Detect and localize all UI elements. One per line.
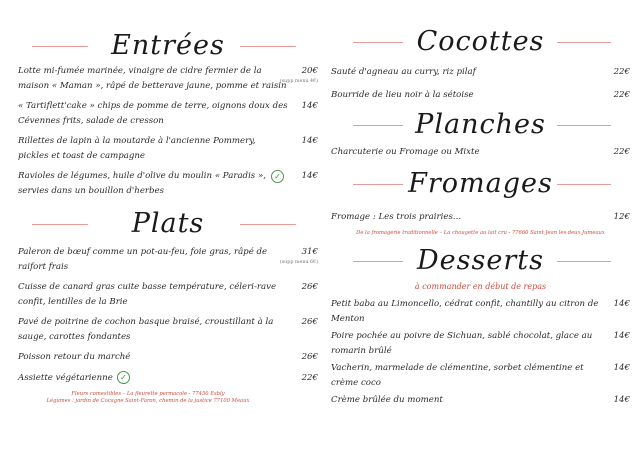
cocottes-header — [331, 22, 630, 62]
price-value: 20€ — [301, 66, 318, 76]
item-description: Poire pochée au poivre de Sichuan, sablé chocolat, glace au romarin brûlé — [331, 331, 593, 356]
item-price: 22€ — [613, 67, 630, 77]
item-price: 14€ — [301, 171, 318, 181]
price-supplement-note: (supp menu 6€) — [279, 259, 318, 265]
item-price: 14€ — [613, 363, 630, 373]
planches-header — [331, 105, 630, 145]
item-description — [18, 371, 288, 386]
fromages-list — [331, 210, 630, 238]
menu-item — [18, 99, 318, 128]
item-price: 26€ — [301, 352, 318, 362]
item-description: Cuisse de canard gras cuite basse température, céleri-rave confit, lentilles de la Brie — [18, 282, 277, 307]
planches-list — [331, 145, 630, 160]
item-price — [280, 64, 318, 85]
desserts-header — [331, 241, 630, 281]
item-price: 26€ — [301, 317, 318, 327]
menu-item — [18, 350, 318, 365]
item-description: Lotte mi-fumée marinée, vinaigre de cidre fermier de la maison « Maman », râpé de betterave jaune, pomme et raisin — [18, 66, 287, 91]
plats-list — [18, 245, 318, 385]
footnote-flowers: Fleurs comestibles – La fleurette permacole - 77450 Esbly — [71, 391, 225, 397]
item-price: 22€ — [613, 89, 630, 100]
item-description: Crème brûlée du moment — [331, 395, 443, 405]
item-description: Bourride de lieu noir à la sétoise — [331, 89, 474, 100]
fromages-header — [331, 164, 630, 204]
item-description: Vacherin, marmelade de clémentine, sorbet clémentine et crème coco — [331, 363, 584, 388]
item-price: 22€ — [613, 147, 630, 157]
item-price: 14€ — [613, 395, 630, 405]
item-price: 12€ — [613, 211, 630, 222]
menu-item — [331, 297, 630, 326]
section-title-plats: Plats — [131, 208, 205, 239]
plats-header — [18, 204, 318, 244]
item-price: 14€ — [613, 331, 630, 341]
item-description: Fromage : Les trois prairies... — [331, 211, 462, 222]
menu-item — [331, 393, 630, 408]
vegetarian-check-icon: ✓ — [271, 170, 284, 183]
item-description-text: Assiette végétarienne — [18, 372, 113, 383]
footnote-vegetables: Légumes : jardin de Cocagne Saint-Faron, chemin de la justice 77100 Meaux — [46, 398, 250, 404]
item-description: Sauté d'agneau au curry, riz pilaf — [331, 67, 476, 77]
menu-item — [331, 329, 630, 358]
item-description: Paleron de bœuf comme un pot-au-feu, foie gras, râpé de raifort frais — [18, 247, 268, 272]
section-title-cocottes: Cocottes — [416, 26, 545, 57]
item-description: Ravioles de légumes, huile d'olive du moulin « Paradis », servies dans un bouillon d'herbes — [18, 171, 266, 196]
menu-item — [18, 64, 318, 93]
menu-item — [18, 371, 318, 386]
item-description: « Tartiflett'cake » chips de pomme de terre, oignons doux des Cévennes frits, salade de cresson — [18, 101, 288, 126]
menu-item — [331, 210, 630, 225]
entrees-header — [18, 26, 318, 66]
item-price: 26€ — [301, 282, 318, 292]
desserts-order-note: à commander en début de repas — [414, 282, 547, 291]
entrees-list — [18, 64, 318, 198]
section-title-entrees: Entrées — [111, 30, 225, 61]
item-description: Charcuterie ou Fromage ou Mixte — [331, 147, 480, 157]
item-description: Pavé de poitrine de cochon basque braisé, croustillant à la sauge, carottes fondantes — [18, 317, 274, 342]
item-price: 22€ — [301, 372, 318, 383]
menu-item — [18, 134, 318, 163]
menu-item — [331, 88, 630, 103]
item-price — [280, 245, 318, 266]
menu-item — [18, 169, 318, 198]
price-supplement-note: (supp menu 4€) — [279, 78, 318, 84]
cocottes-list — [331, 65, 630, 102]
menu-item — [18, 315, 318, 344]
item-price: 14€ — [613, 299, 630, 309]
menu-item — [331, 145, 630, 160]
menu-item — [331, 65, 630, 80]
menu-item — [18, 280, 318, 309]
item-price: 14€ — [301, 136, 318, 146]
item-description: Rillettes de lapin à la moutarde à l'ancienne Pommery, pickles et toast de campagne — [18, 136, 256, 161]
item-price: 14€ — [301, 101, 318, 111]
item-description: Poisson retour du marché — [18, 352, 131, 362]
vegetarian-check-icon: ✓ — [117, 371, 130, 384]
menu-item — [331, 361, 630, 390]
item-description: Petit baba au Limoncello, cédrat confit, chantilly au citron de Menton — [331, 299, 599, 324]
desserts-list — [331, 297, 630, 408]
section-title-planches: Planches — [415, 109, 546, 140]
section-title-desserts: Desserts — [417, 245, 544, 276]
price-value: 31€ — [301, 247, 318, 257]
plats-footnotes — [18, 391, 318, 405]
menu-item — [18, 245, 318, 274]
right-column — [331, 0, 630, 414]
footnote-cheese-supplier: De la fromagerie traditionnelle – La chougette au lait cru - 77660 Saint Jean les deux Jumeaux — [356, 230, 605, 236]
left-column — [18, 0, 318, 405]
section-title-fromages: Fromages — [408, 167, 553, 199]
